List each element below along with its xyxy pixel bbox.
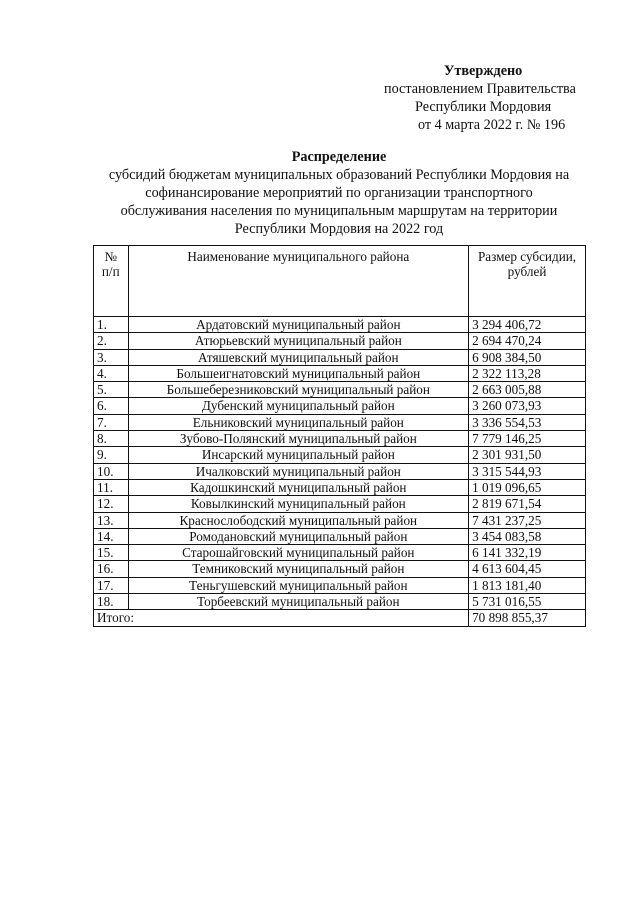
row-district-name: Большеберезниковский муниципальный район xyxy=(128,382,469,398)
row-district-name: Инсарский муниципальный район xyxy=(128,447,469,463)
approval-title: Утверждено xyxy=(444,63,523,79)
document-heading xyxy=(80,148,598,238)
row-number: 15. xyxy=(94,545,129,561)
row-amount: 7 431 237,25 xyxy=(469,512,586,528)
row-district-name: Атяшевский муниципальный район xyxy=(128,349,469,365)
header-district-name xyxy=(128,246,469,317)
heading-line-2: софинансирование мероприятий по организации транспортного xyxy=(145,185,533,201)
table-row xyxy=(94,479,586,495)
heading-line-4: Республики Мордовия на 2022 год xyxy=(234,221,444,237)
row-amount: 2 819 671,54 xyxy=(469,496,586,512)
table-row xyxy=(94,545,586,561)
table-row xyxy=(94,561,586,577)
approval-line-1: постановлением Правительства xyxy=(384,81,576,97)
approval-block xyxy=(340,62,590,134)
row-district-name: Ардатовский муниципальный район xyxy=(128,317,469,333)
row-amount: 2 322 113,28 xyxy=(469,365,586,381)
row-number: 16. xyxy=(94,561,129,577)
row-number: 12. xyxy=(94,496,129,512)
row-amount: 3 294 406,72 xyxy=(469,317,586,333)
row-amount: 5 731 016,55 xyxy=(469,594,586,610)
row-number: 18. xyxy=(94,594,129,610)
row-amount: 2 694 470,24 xyxy=(469,333,586,349)
row-number: 8. xyxy=(94,431,129,447)
row-district-name: Темниковский муниципальный район xyxy=(128,561,469,577)
header-amount-line-1: Размер субсидии, xyxy=(477,249,577,264)
row-number: 10. xyxy=(94,463,129,479)
row-number: 11. xyxy=(94,479,129,495)
table-row xyxy=(94,414,586,430)
row-amount: 2 301 931,50 xyxy=(469,447,586,463)
row-amount: 3 260 073,93 xyxy=(469,398,586,414)
table-row xyxy=(94,463,586,479)
table-row xyxy=(94,496,586,512)
row-amount: 1 019 096,65 xyxy=(469,479,586,495)
header-number xyxy=(94,246,129,317)
row-amount: 2 663 005,88 xyxy=(469,382,586,398)
row-district-name: Кадошкинский муниципальный район xyxy=(128,479,469,495)
row-district-name: Торбеевский муниципальный район xyxy=(128,594,469,610)
row-amount: 4 613 604,45 xyxy=(469,561,586,577)
table-row xyxy=(94,365,586,381)
table-row xyxy=(94,431,586,447)
header-amount xyxy=(469,246,586,317)
row-amount: 1 813 181,40 xyxy=(469,577,586,593)
approval-line-3: от 4 марта 2022 г. № 196 xyxy=(418,117,566,133)
document-title: Распределение xyxy=(291,149,387,165)
row-number: 1. xyxy=(94,317,129,333)
row-number: 2. xyxy=(94,333,129,349)
table-row xyxy=(94,594,586,610)
header-number-line-2: п/п xyxy=(101,264,120,279)
total-amount: 70 898 855,37 xyxy=(469,610,586,626)
row-district-name: Ельниковский муниципальный район xyxy=(128,414,469,430)
heading-line-1: субсидий бюджетам муниципальных образований Республики Мордовия на xyxy=(108,167,570,183)
row-amount: 6 908 384,50 xyxy=(469,349,586,365)
row-district-name: Теньгушевский муниципальный район xyxy=(128,577,469,593)
row-number: 5. xyxy=(94,382,129,398)
table-row xyxy=(94,577,586,593)
row-district-name: Дубенский муниципальный район xyxy=(128,398,469,414)
subsidy-table xyxy=(93,245,586,627)
row-number: 4. xyxy=(94,365,129,381)
row-district-name: Старошайговский муниципальный район xyxy=(128,545,469,561)
table-row xyxy=(94,447,586,463)
row-amount: 6 141 332,19 xyxy=(469,545,586,561)
heading-line-3: обслуживания населения по муниципальным маршрутам на территории xyxy=(120,203,558,219)
table-header-row xyxy=(94,246,586,317)
row-amount: 3 315 544,93 xyxy=(469,463,586,479)
header-number-line-1: № xyxy=(104,249,118,264)
row-number: 9. xyxy=(94,447,129,463)
row-district-name: Зубово-Полянский муниципальный район xyxy=(128,431,469,447)
total-label: Итого: xyxy=(94,610,469,626)
row-number: 13. xyxy=(94,512,129,528)
table-row xyxy=(94,528,586,544)
table-row xyxy=(94,382,586,398)
row-number: 7. xyxy=(94,414,129,430)
table-row xyxy=(94,317,586,333)
table-row xyxy=(94,349,586,365)
row-district-name: Ичалковский муниципальный район xyxy=(128,463,469,479)
row-number: 14. xyxy=(94,528,129,544)
row-amount: 3 454 083,58 xyxy=(469,528,586,544)
table-row xyxy=(94,512,586,528)
table-row xyxy=(94,398,586,414)
total-row xyxy=(94,610,586,626)
row-district-name: Краснослободский муниципальный район xyxy=(128,512,469,528)
row-amount: 3 336 554,53 xyxy=(469,414,586,430)
row-amount: 7 779 146,25 xyxy=(469,431,586,447)
row-district-name: Ковылкинский муниципальный район xyxy=(128,496,469,512)
table-row xyxy=(94,333,586,349)
header-amount-line-2: рублей xyxy=(507,264,547,279)
row-district-name: Большеигнатовский муниципальный район xyxy=(128,365,469,381)
approval-line-2: Республики Мордовия xyxy=(415,99,552,115)
row-number: 3. xyxy=(94,349,129,365)
row-district-name: Атюрьевский муниципальный район xyxy=(128,333,469,349)
row-district-name: Ромодановский муниципальный район xyxy=(128,528,469,544)
row-number: 6. xyxy=(94,398,129,414)
row-number: 17. xyxy=(94,577,129,593)
header-district-name-text: Наименование муниципального района xyxy=(187,249,410,264)
